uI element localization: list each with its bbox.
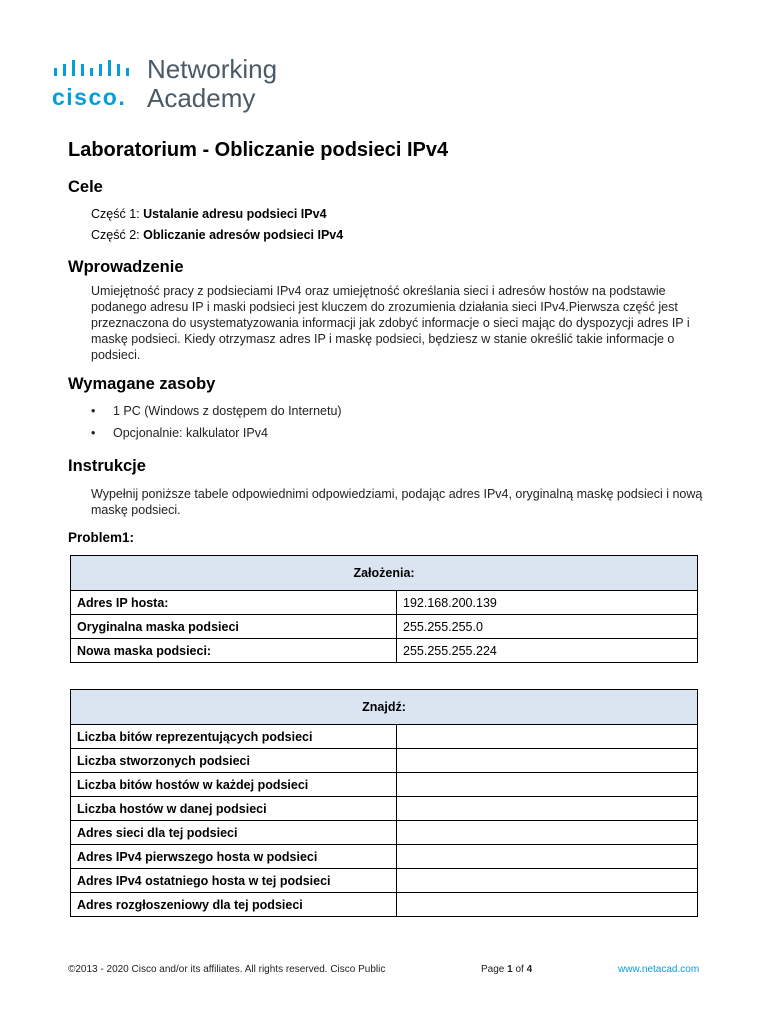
instructions-heading: Instrukcje	[68, 457, 146, 475]
row-value: 255.255.255.0	[397, 615, 698, 639]
resource-item	[91, 404, 342, 418]
table-row	[71, 615, 698, 639]
footer-copyright: ©2013 - 2020 Cisco and/or its affiliates. All rights reserved. Cisco Public	[68, 964, 386, 975]
answer-cell[interactable]	[397, 869, 698, 893]
answer-cell[interactable]	[397, 821, 698, 845]
answer-cell[interactable]	[397, 893, 698, 917]
row-label: Liczba bitów hostów w każdej podsieci	[71, 773, 397, 797]
page-prefix: Page	[481, 964, 508, 975]
goals-heading: Cele	[68, 178, 103, 196]
cisco-wordmark: cisco.	[52, 84, 127, 110]
table-row	[71, 845, 698, 869]
footer-url-link[interactable]: www.netacad.com	[618, 964, 700, 975]
instructions-paragraph: Wypełnij poniższe tabele odpowiednimi odpowiedziami, podając adres IPv4, oryginalną maskę podsieci i nową maskę podsieci.	[91, 487, 703, 517]
given-table-header: Założenia:	[71, 556, 698, 591]
problem-label: Problem1:	[68, 530, 135, 545]
table-row	[71, 797, 698, 821]
answer-cell[interactable]	[397, 725, 698, 749]
table-header-row	[71, 556, 698, 591]
goal-item	[91, 207, 327, 221]
row-label: Adres IPv4 ostatniego hosta w tej podsieci	[71, 869, 397, 893]
row-value: 255.255.255.224	[397, 639, 698, 663]
table-row	[71, 773, 698, 797]
resource-item	[91, 426, 268, 440]
resource-text: Opcjonalnie: kalkulator IPv4	[113, 426, 268, 440]
page-current: 1	[507, 964, 513, 975]
table-row	[71, 869, 698, 893]
row-label: Adres sieci dla tej podsieci	[71, 821, 397, 845]
page-title: Laboratorium - Obliczanie podsieci IPv4	[68, 139, 449, 161]
goal-text: Obliczanie adresów podsieci IPv4	[139, 228, 344, 242]
table-row	[71, 591, 698, 615]
table-header-row	[71, 690, 698, 725]
goal-prefix: Część 1:	[91, 207, 140, 221]
answer-cell[interactable]	[397, 797, 698, 821]
page-total: 4	[526, 964, 533, 975]
resources-heading: Wymagane zasoby	[68, 375, 216, 393]
row-label: Adres IP hosta:	[71, 591, 397, 615]
footer-page-number	[481, 964, 532, 975]
answer-cell[interactable]	[397, 845, 698, 869]
row-label: Liczba bitów reprezentujących podsieci	[71, 725, 397, 749]
row-label: Liczba stworzonych podsieci	[71, 749, 397, 773]
page-of: of	[512, 964, 527, 975]
table-row	[71, 749, 698, 773]
table-row	[71, 639, 698, 663]
find-table	[70, 689, 698, 917]
row-label: Nowa maska podsieci:	[71, 639, 397, 663]
goal-prefix: Część 2:	[91, 228, 140, 242]
row-value: 192.168.200.139	[397, 591, 698, 615]
answer-cell[interactable]	[397, 749, 698, 773]
answer-cell[interactable]	[397, 773, 698, 797]
table-row	[71, 725, 698, 749]
find-table-header: Znajdź:	[71, 690, 698, 725]
bullet-icon: •	[91, 404, 96, 418]
cisco-networking-academy-logo	[52, 56, 312, 116]
row-label: Liczba hostów w danej podsieci	[71, 797, 397, 821]
row-label: Adres IPv4 pierwszego hosta w podsieci	[71, 845, 397, 869]
row-label: Adres rozgłoszeniowy dla tej podsieci	[71, 893, 397, 917]
given-table	[70, 555, 698, 663]
intro-paragraph: Umiejętność pracy z podsieciami IPv4 oraz umiejętność określania sieci i adresów hostów na podstawie podanego adresu IP i maski podsieci jest kluczem do zrozumienia działania sieci IPv4.Pierwsza część jest przeznaczona do usystematyzowania informacji jak zdobyć informacje o sieci mając do dyspozycji adres IP i maskę podsieci. Kiedy otrzymasz adres IP i maskę podsieci, będziesz w stanie określić takie informacje o podsieci.	[91, 284, 690, 362]
goal-item	[91, 228, 343, 242]
goal-text: Ustalanie adresu podsieci IPv4	[139, 207, 327, 221]
resource-text: 1 PC (Windows z dostępem do Internetu)	[113, 404, 342, 418]
intro-heading: Wprowadzenie	[68, 258, 184, 276]
table-row	[71, 893, 698, 917]
logo-academy-text: Academy	[147, 83, 256, 113]
cisco-bars-icon	[54, 60, 140, 80]
table-row	[71, 821, 698, 845]
logo-networking-text: Networking	[147, 54, 278, 84]
bullet-icon: •	[91, 426, 96, 440]
row-label: Oryginalna maska podsieci	[71, 615, 397, 639]
